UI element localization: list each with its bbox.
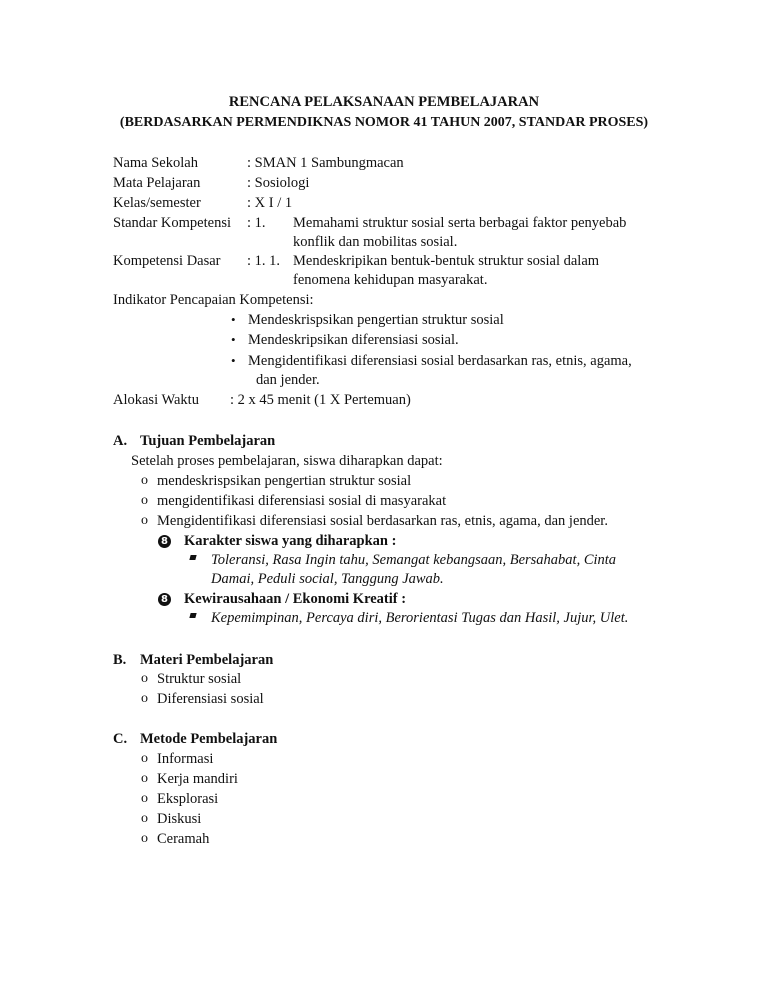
- bullet-dot-icon: •: [231, 312, 236, 327]
- circle-bullet-icon: o: [141, 771, 148, 786]
- value-nama-sekolah: : SMAN 1 Sambungmacan: [247, 155, 404, 171]
- circle-bullet-icon: o: [141, 791, 148, 806]
- section-b-letter: B.: [113, 652, 127, 668]
- karakter-heading: Karakter siswa yang diharapkan :: [184, 533, 397, 549]
- kewirausahaan-heading: Kewirausahaan / Ekonomi Kreatif :: [184, 591, 407, 607]
- metode-item-2: Kerja mandiri: [157, 771, 238, 787]
- tujuan-item-2: mengidentifikasi diferensiasi sosial di masyarakat: [157, 493, 447, 509]
- indikator-item-3: Mengidentifikasi diferensiasi sosial berdasarkan ras, etnis, agama,: [248, 353, 632, 369]
- metode-item-3: Eksplorasi: [157, 791, 219, 807]
- karakter-text-2: Damai, Peduli social, Tanggung Jawab.: [211, 571, 444, 587]
- label-kelas: Kelas/semester: [113, 195, 201, 211]
- label-nama-sekolah: Nama Sekolah: [113, 155, 198, 171]
- label-kompetensi-dasar: Kompetensi Dasar: [113, 253, 221, 269]
- section-c-heading: Metode Pembelajaran: [140, 731, 278, 747]
- kompetensi-dasar-text-1: Mendeskripikan bentuk-bentuk struktur sosial dalam: [293, 253, 600, 269]
- label-mata-pelajaran: Mata Pelajaran: [113, 175, 201, 191]
- circle-bullet-icon: o: [141, 751, 148, 766]
- circle-bullet-icon: o: [141, 473, 148, 488]
- bullet-dot-icon: •: [231, 353, 236, 368]
- section-a-intro: Setelah proses pembelajaran, siswa diharapkan dapat:: [131, 453, 443, 469]
- value-mata-pelajaran: : Sosiologi: [247, 175, 310, 191]
- bullet-dot-icon: •: [231, 332, 236, 347]
- value-kelas: : X I / 1: [247, 195, 293, 211]
- tujuan-item-3: Mengidentifikasi diferensiasi sosial berdasarkan ras, etnis, agama, dan jender.: [157, 513, 608, 529]
- indikator-item-3-cont: dan jender.: [256, 372, 320, 388]
- materi-item-2: Diferensiasi sosial: [157, 691, 264, 707]
- value-alokasi-waktu: : 2 x 45 menit (1 X Pertemuan): [230, 392, 411, 408]
- doc-title: RENCANA PELAKSANAAN PEMBELAJARAN: [228, 94, 540, 110]
- indikator-heading: Indikator Pencapaian Kompetensi:: [113, 292, 314, 308]
- circle-bullet-icon: o: [141, 493, 148, 508]
- kompetensi-dasar-number: : 1. 1.: [247, 253, 281, 269]
- section-a-heading: Tujuan Pembelajaran: [140, 433, 276, 449]
- standar-kompetensi-text-1: Memahami struktur sosial serta berbagai faktor penyebab: [293, 215, 627, 231]
- circle-bullet-icon: o: [141, 691, 148, 706]
- circle-bullet-icon: o: [141, 513, 148, 528]
- label-alokasi-waktu: Alokasi Waktu: [113, 392, 199, 408]
- number-eight-bullet-icon: 8: [158, 593, 171, 606]
- kewirausahaan-text: Kepemimpinan, Percaya diri, Berorientasi Tugas dan Hasil, Jujur, Ulet.: [211, 610, 629, 626]
- circle-bullet-icon: o: [141, 831, 148, 846]
- section-a-letter: A.: [113, 433, 128, 449]
- materi-item-1: Struktur sosial: [157, 671, 242, 687]
- circle-bullet-icon: o: [141, 671, 148, 686]
- metode-item-5: Ceramah: [157, 831, 210, 847]
- circle-bullet-icon: o: [141, 811, 148, 826]
- doc-subtitle: (BERDASARKAN PERMENDIKNAS NOMOR 41 TAHUN 2007, STANDAR PROSES): [119, 115, 649, 130]
- indikator-item-2: Mendeskripsikan diferensiasi sosial.: [248, 332, 459, 348]
- square-bullet-icon: [189, 613, 196, 618]
- karakter-text-1: Toleransi, Rasa Ingin tahu, Semangat kebangsaan, Bersahabat, Cinta: [211, 552, 617, 568]
- standar-kompetensi-number: : 1.: [247, 215, 266, 231]
- indikator-item-1: Mendeskrispsikan pengertian struktur sosial: [248, 312, 504, 328]
- number-eight-bullet-icon: 8: [158, 535, 171, 548]
- standar-kompetensi-text-2: konflik dan mobilitas sosial.: [293, 234, 458, 250]
- section-c-letter: C.: [113, 731, 128, 747]
- section-b-heading: Materi Pembelajaran: [140, 652, 274, 668]
- label-standar-kompetensi: Standar Kompetensi: [113, 215, 231, 231]
- kompetensi-dasar-text-2: fenomena kehidupan masyarakat.: [293, 272, 488, 288]
- metode-item-1: Informasi: [157, 751, 214, 767]
- metode-item-4: Diskusi: [157, 811, 202, 827]
- tujuan-item-1: mendeskrispsikan pengertian struktur sosial: [157, 473, 412, 489]
- square-bullet-icon: [189, 555, 196, 560]
